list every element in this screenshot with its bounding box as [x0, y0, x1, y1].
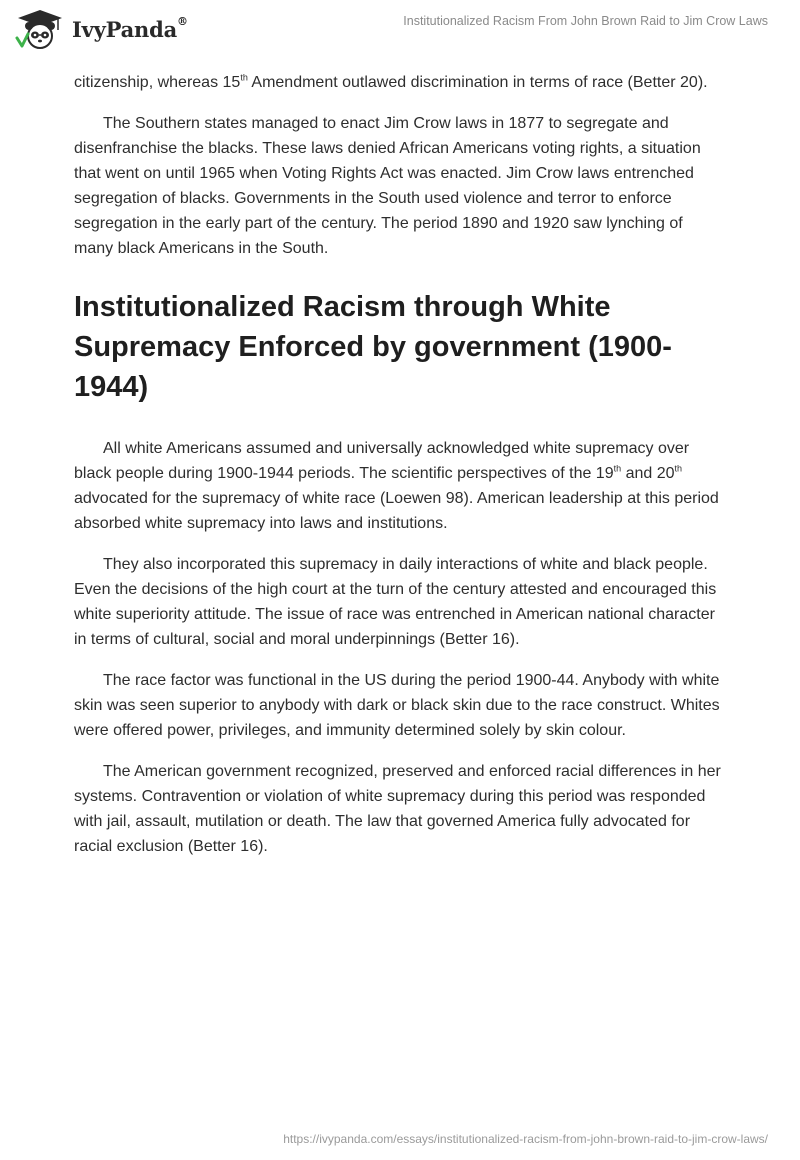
paragraph: The race factor was functional in the US during the period 1900-44. Anybody with white skin was seen superior to anybody with dark or black skin due to the race construct. Whites were offered power, privileges, and immunity determined solely by skin colour.: [74, 672, 720, 739]
page-header: [0, 0, 800, 64]
source-url[interactable]: https://ivypanda.com/essays/institutionalized-racism-from-john-brown-raid-to-jim-crow-laws/: [283, 1132, 768, 1146]
paragraph: The Southern states managed to enact Jim Crow laws in 1877 to segregate and disenfranchise the blacks. These laws denied African Americans voting rights, a situation that went on until 1965 when Voting Rights Act was enacted. Jim Crow laws entrenched segregation of blacks. Governments in the South used violence and terror to enforce segregation in the early part of the century. The period 1890 and 1920 saw lynching of many black Americans in the South.: [74, 115, 701, 257]
essay-content: [74, 70, 726, 875]
document-title: Institutionalized Racism From John Brown Raid to Jim Crow Laws: [403, 14, 768, 28]
paragraph: They also incorporated this supremacy in daily interactions of white and black people. Even the decisions of the high court at the turn of the century attested and encouraged this white superiority attitude. The issue of race was entrenched in American national character in terms of cultural, social and moral underpinnings (Better 16).: [74, 556, 717, 648]
paragraph: The American government recognized, preserved and enforced racial differences in her systems. Contravention or violation of white supremacy during this period was responded with jail, assault, mutilation or death. The law that governed America fully advocated for racial exclusion (Better 16).: [74, 763, 721, 855]
section-heading: Institutionalized Racism through White Supremacy Enforced by government (1900-1944): [74, 291, 672, 403]
brand-name: IvyPanda®: [72, 14, 188, 42]
paragraph: All white Americans assumed and universally acknowledged white supremacy over black people during 1900-1944 periods. The scientific perspectives of the 19th and 20th advocated for the supremacy of white race (Loewen 98). American leadership at this period absorbed white supremacy into laws and institutions.: [74, 440, 719, 532]
paragraph: citizenship, whereas 15th Amendment outlawed discrimination in terms of race (Better 20).: [74, 72, 708, 91]
ivypanda-logo[interactable]: [14, 8, 188, 50]
panda-graduate-icon: [14, 8, 66, 50]
registered-mark: ®: [177, 14, 188, 28]
